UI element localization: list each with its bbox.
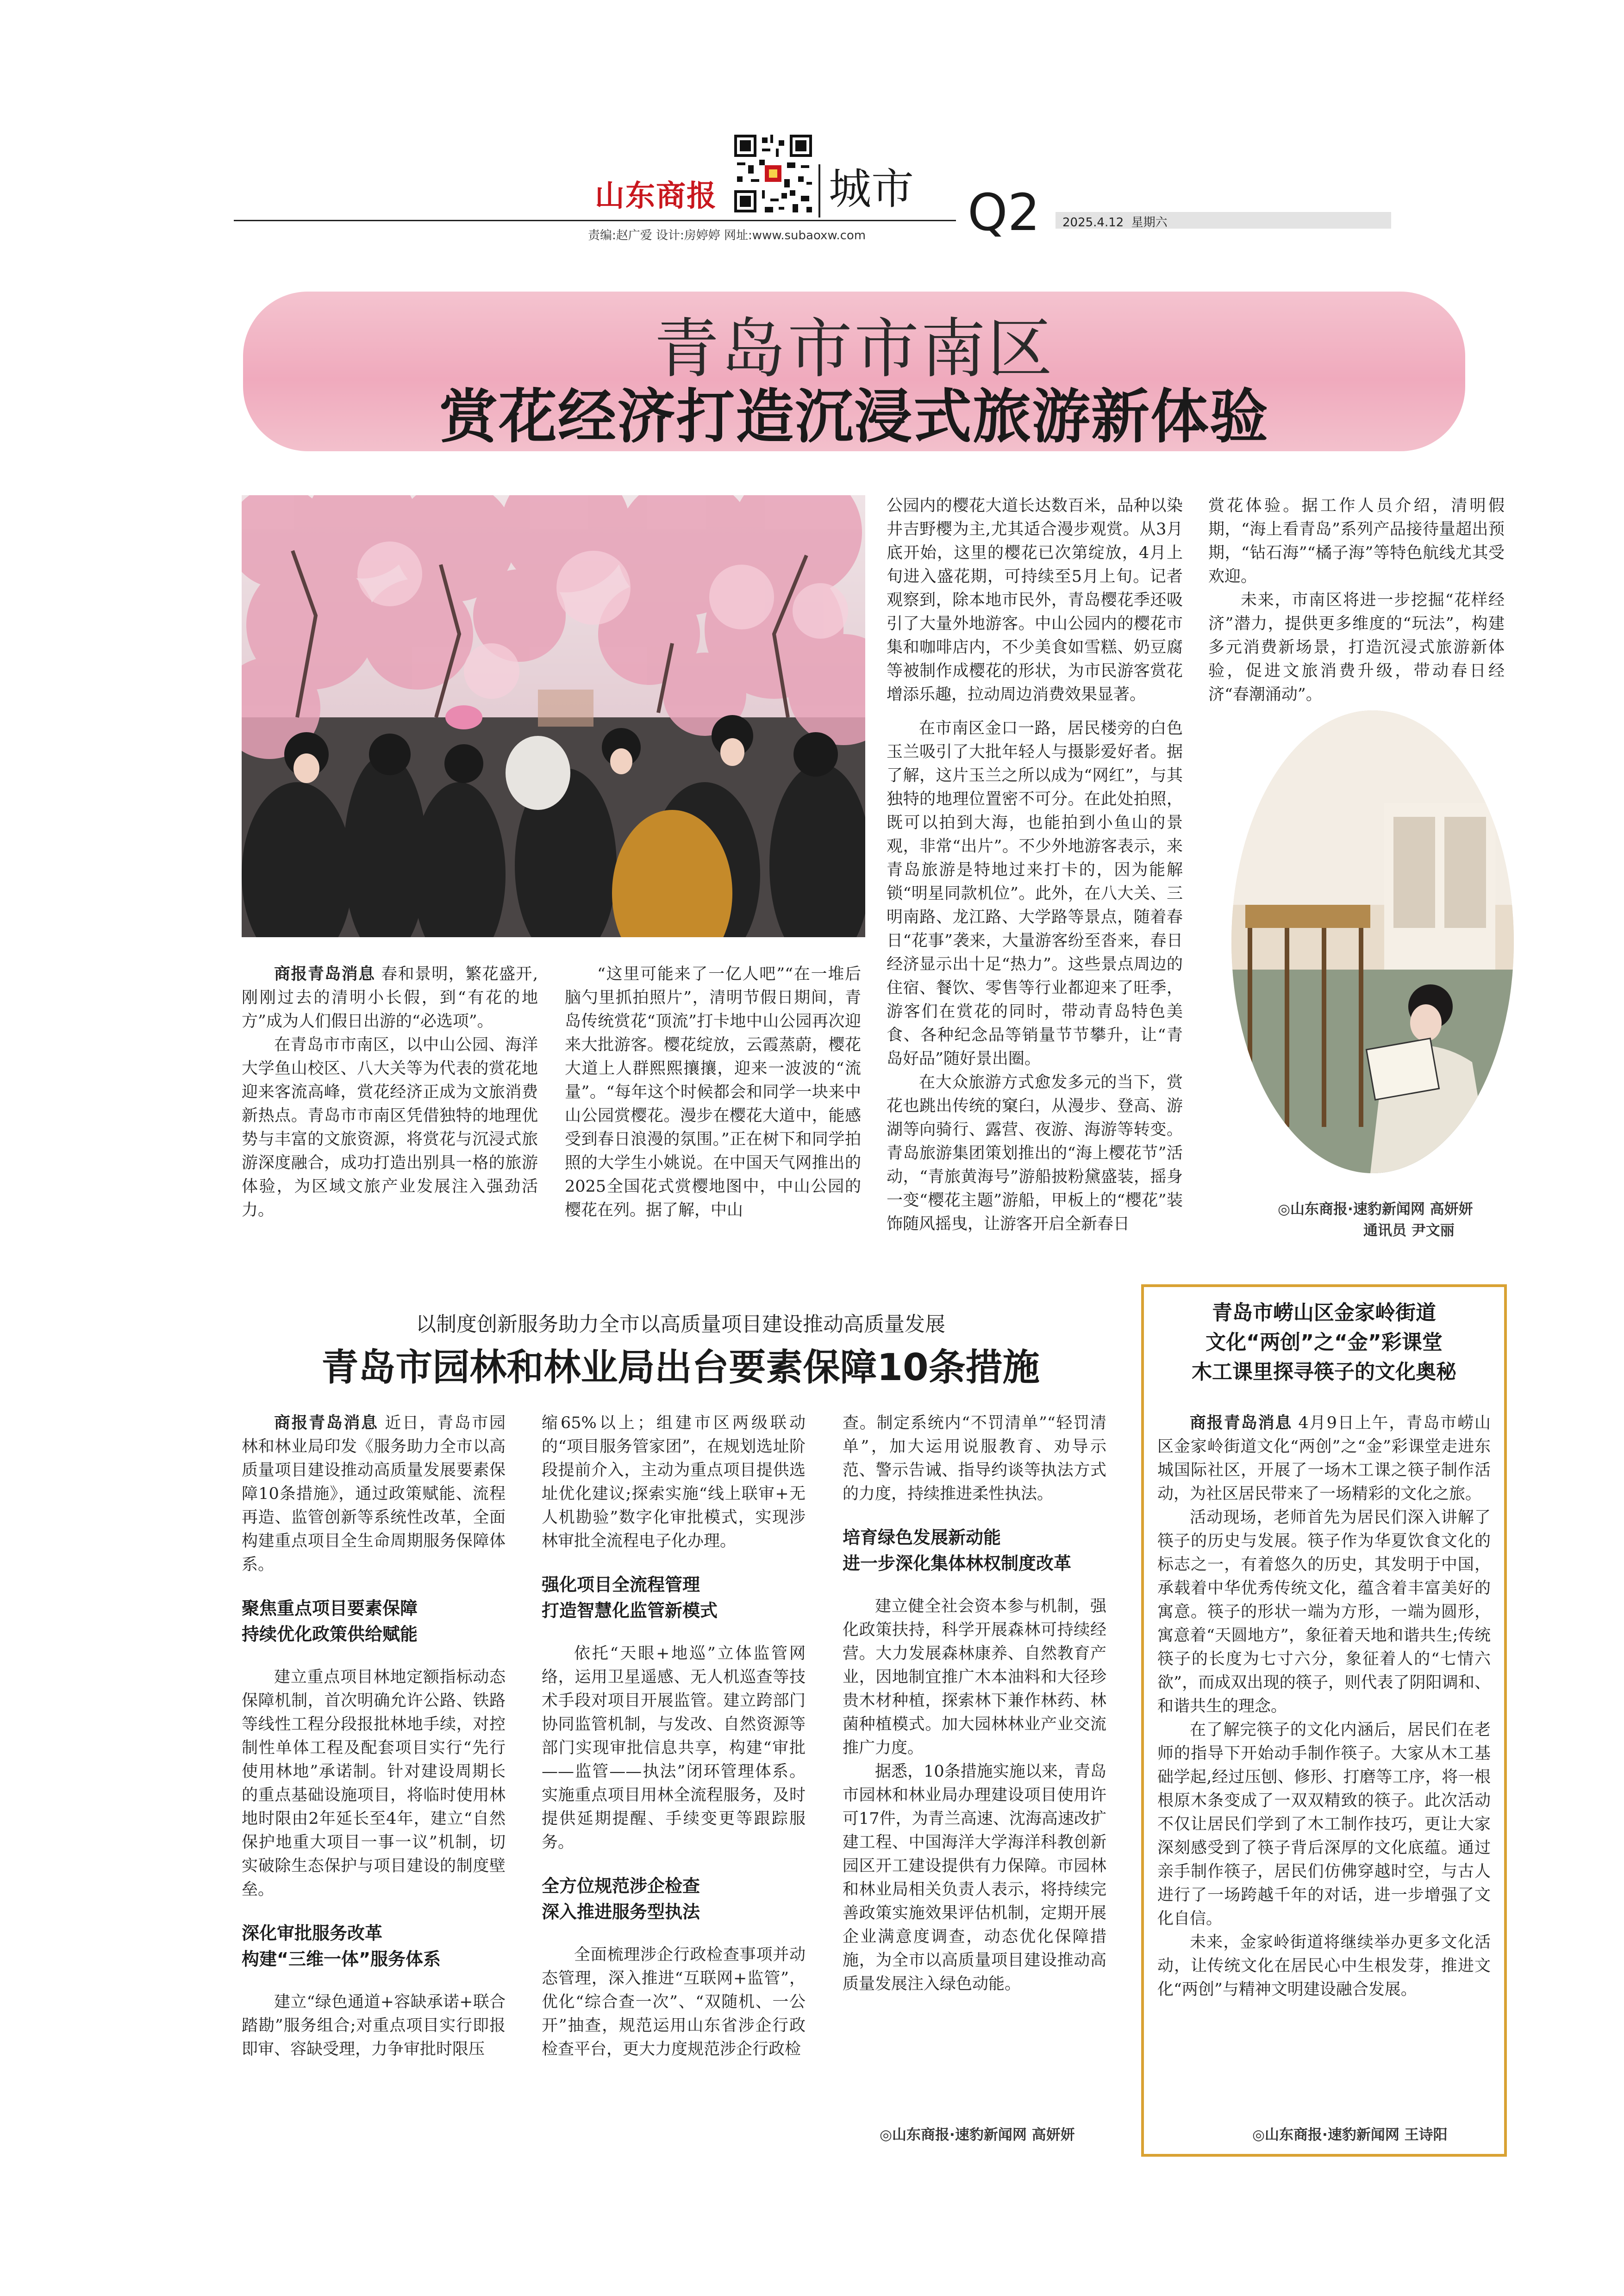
lead-headline-line1: 青岛市市南区 xyxy=(654,311,1054,387)
story-para: 建立重点项目林地定额指标动态保障机制，首次明确允许公路、铁路等线性工程分段报批林地手续，对控制性单体工程及配套项目实行“先行使用林地”承诺制。针对建设周期长的重点基础设施项目，将临时使用林地时限由2年延长至4年，建立“自然保护地重大项目一事一议”机制，切实破除生态保护与项目建设的制度壁垒。 xyxy=(242,1668,506,1899)
sidebar-para: 未来，金家岭街道将继续举办更多文化活动，让传统文化在居民心中生根发芽，推进文化“两创”与精神文明建设融合发展。 xyxy=(1157,1933,1491,1999)
story-para xyxy=(242,1412,506,1577)
heading-line: 打造智慧化监管新模式 xyxy=(542,1600,718,1621)
dateline: 商报青岛消息 xyxy=(1190,1414,1293,1432)
masthead-rule xyxy=(234,220,956,221)
heading-line: 全方位规范涉企检查 xyxy=(542,1876,700,1896)
heading-line: 深化审批服务改革 xyxy=(242,1923,383,1943)
second-story-col2 xyxy=(542,1412,806,2061)
issue-date xyxy=(1062,213,1168,230)
lead-story-para: 赏花体验。据工作人员介绍，清明假期，“海上看青岛”系列产品接待量超出预期，“钻石海”“橘子海”等特色航线尤其受欢迎。 xyxy=(1208,497,1505,586)
second-story-title: 青岛市园林和林业局出台要素保障10条措施 xyxy=(321,1346,1040,1389)
story-para: 查。制定系统内“不罚清单”“轻罚清单”，加大运用说服教育、劝导示范、警示告诫、指导约谈等执法方式的力度，持续推进柔性执法。 xyxy=(843,1414,1106,1503)
section-heading xyxy=(843,1524,1106,1576)
section-heading xyxy=(242,1595,506,1647)
story-para: 全面梳理涉企行政检查事项并动态管理，深入推进“互联网+监管”，优化“综合查一次”、“双随机、一公开”抽查，规范运用山东省涉企行政检查平台，更大力度规范涉企行政检 xyxy=(542,1946,806,2059)
heading-line: 聚焦重点项目要素保障 xyxy=(242,1598,418,1618)
date-text: 2025.4.12 xyxy=(1062,216,1124,230)
woman-reading-photo xyxy=(1231,710,1514,1173)
lead-story-col3 xyxy=(887,494,1183,1236)
sidebar-credit: ◎山东商报·速豹新闻网 王诗阳 xyxy=(1252,2127,1448,2143)
sidebar-title xyxy=(1146,1298,1502,1387)
lead-story-col1 xyxy=(242,963,538,1222)
lead-story-para xyxy=(242,963,538,1033)
second-story-kicker: 以制度创新服务助力全市以高质量项目建设推动高质量发展 xyxy=(416,1313,945,1336)
sidebar-para: 在了解完筷子的文化内涵后，居民们在老师的指导下开始动手制作筷子。大家从木工基础学起,经过压刨、修形、打磨等工序，将一根根原木条变成了一双双精致的筷子。此次活动不仅让居民们学到了木工制作技巧，更让大家深刻感受到了筷子背后深厚的文化底蕴。通过亲手制作筷子，居民们仿佛穿越时空，与古人进行了一场跨越千年的对话，进一步增强了文化自信。 xyxy=(1157,1721,1491,1928)
para-text: 4月9日上午，青岛市崂山区金家岭街道文化“两创”之“金”彩课堂走进东城国际社区，开展了一场木工课之筷子制作活动，为社区居民带来了一场精彩的文化之旅。 xyxy=(1157,1414,1491,1503)
credit-line: 通讯员 尹文丽 xyxy=(1363,1222,1455,1239)
story-para: 建立健全社会资本参与机制，强化政策扶持，科学开展森林可持续经营。大力发展森林康养、自然教育产业，因地制宜推广木本油料和大径珍贵木材种植，探索林下兼作林药、林菌种植模式。加大园林林业产业交流推广力度。 xyxy=(843,1597,1106,1757)
section-heading xyxy=(542,1572,806,1624)
story-para: 据悉，10条措施实施以来，青岛市园林和林业局办理建设项目使用许可17件，为青兰高速、沈海高速改扩建工程、中国海洋大学海洋科教创新园区开工建设提供有力保障。市园林和林业局相关负责人表示，将持续完善政策实施效果评估机制，定期开展企业满意度调查，动态优化保障措施，为全市以高质量项目建设推动高质量发展注入绿色动能。 xyxy=(843,1762,1106,1993)
lead-story-col4 xyxy=(1208,494,1505,707)
heading-line: 持续优化政策供给赋能 xyxy=(242,1624,418,1644)
second-story-col3 xyxy=(843,1412,1106,1996)
cherry-blossom-crowd-photo xyxy=(242,495,865,937)
story-para: 缩65%以上；组建市区两级联动的“项目服务管家团”，在规划选址阶段提前介入，主动为重点项目提供选址优化建议;探索实施“线上联审+无人机勘验”数字化审批模式，实现涉林审批全流程电子化办理。 xyxy=(542,1414,806,1550)
dateline: 商报青岛消息 xyxy=(274,965,375,983)
lead-story-para: 公园内的樱花大道长达数百米，品种以染井吉野樱为主,尤其适合漫步观赏。从3月底开始，这里的樱花已次第绽放，4月上旬进入盛花期，可持续至5月上旬。记者观察到，除本地市民外，青岛樱花季还吸引了大量外地游客。中山公园内的樱花市集和咖啡店内，不少美食如雪糕、奶豆腐等被制作成樱花的形状，为市民游客赏花增添乐趣，拉动周边消费效果显著。 xyxy=(887,497,1183,704)
second-story-credit: ◎山东商报·速豹新闻网 高妍妍 xyxy=(880,2127,1075,2143)
sidebar-title-line: 青岛市崂山区金家岭街道 xyxy=(1212,1301,1436,1325)
heading-line: 培育绿色发展新动能 xyxy=(843,1527,1001,1548)
lead-story-credit xyxy=(1278,1199,1518,1241)
lead-story-para: 在市南区金口一路，居民楼旁的白色玉兰吸引了大批年轻人与摄影爱好者。据了解，这片玉兰之所以成为“网红”，与其独特的地理位置密不可分。在此处拍照，既可以拍到大海，也能拍到小鱼山的景观，非常“出片”。不少外地游客表示，来青岛旅游是特地过来打卡的，因为能解锁“明星同款机位”。此外，在八大关、三明南路、龙江路、大学路等景点，随着春日“花事”袭来，大量游客纷至沓来，春日经济显示出十足“热力”。这些景点周边的住宿、餐饮、零售等行业都迎来了旺季，游客们在赏花的同时，带动青岛特色美食、各种纪念品等销量节节攀升，让“青岛好品”随好景出圈。 xyxy=(887,719,1183,1068)
para-text: 春和景明，繁花盛开,刚刚过去的清明小长假，到“有花的地方”成为人们假日出游的“必选项”。 xyxy=(242,965,538,1031)
lead-story-col2 xyxy=(565,963,861,1222)
masthead-brand: 山东商报 xyxy=(595,179,717,213)
masthead-staff: 责编:赵广爱 设计:房婷婷 网址:www.subaoxw.com xyxy=(588,229,866,243)
section-heading xyxy=(242,1920,506,1972)
sidebar-title-line: 文化“两创”之“金”彩课堂 xyxy=(1206,1331,1443,1354)
para-text: 近日，青岛市园林和林业局印发《服务助力全市以高质量项目建设推动高质量发展要素保障10条措施》，通过政策赋能、流程再造、监管创新等系统性改革，全面构建重点项目全生命周期服务保障体系。 xyxy=(242,1414,506,1574)
sidebar-body xyxy=(1157,1412,1491,2002)
lead-story-para: 未来，市南区将进一步挖掘“花样经济”潜力，提供更多维度的“玩法”，构建多元消费新场景，打造沉浸式旅游新体验，促进文旅消费升级，带动春日经济“春潮涌动”。 xyxy=(1208,591,1505,704)
heading-line: 进一步深化集体林权制度改革 xyxy=(843,1553,1072,1574)
masthead-divider xyxy=(818,164,820,218)
sidebar-para: 活动现场，老师首先为居民们深入讲解了筷子的历史与发展。筷子作为华夏饮食文化的标志之一，有着悠久的历史，其发明于中国，承载着中华优秀传统文化，蕴含着丰富美好的寓意。筷子的形状一端为方形，一端为圆形，寓意着“天圆地方”，象征着天地和谐共生;传统筷子的长度为七寸六分，象征着人的“七情六欲”，而成双出现的筷子，则代表了阴阳调和、和谐共生的理念。 xyxy=(1157,1508,1491,1716)
lead-story-para: “这里可能来了一亿人吧”“在一堆后脑勺里抓拍照片”，清明节假日期间，青岛传统赏花“顶流”打卡地中山公园再次迎来大批游客。樱花绽放，云霞蒸蔚，樱花大道上人群熙熙攘攘，迎来一波波的“流量”。“每年这个时候都会和同学一块来中山公园赏樱花。漫步在樱花大道中，能感受到春日浪漫的氛围。”正在树下和同学拍照的大学生小姚说。在中国天气网推出的2025全国花式赏樱地图中，中山公园的樱花在列。据了解，中山 xyxy=(565,965,861,1220)
masthead-section: 城市 xyxy=(829,164,914,214)
section-heading xyxy=(542,1873,806,1925)
story-para: 建立“绿色通道+容缺承诺+联合踏勘”服务组合;对重点项目实行即报即审、容缺受理，力争审批时限压 xyxy=(242,1993,506,2059)
credit-line: ◎山东商报·速豹新闻网 高妍妍 xyxy=(1278,1201,1473,1218)
lead-headline-line2: 赏花经济打造沉浸式旅游新体验 xyxy=(439,383,1269,451)
sidebar-para xyxy=(1157,1412,1491,1506)
qr-code-icon xyxy=(731,132,815,215)
sidebar-title-line: 木工课里探寻筷子的文化奥秘 xyxy=(1192,1360,1456,1384)
weekday-text: 星期六 xyxy=(1131,216,1168,230)
heading-line: 构建“三维一体”服务体系 xyxy=(242,1949,441,1969)
story-para: 依托“天眼+地巡”立体监管网络，运用卫星遥感、无人机巡查等技术手段对项目开展监管。建立跨部门协同监管机制，与发改、自然资源等部门实现审批信息共享，构建“审批——监管——执法”闭环管理体系。实施重点项目用林全流程服务，及时提供延期提醒、手续变更等跟踪服务。 xyxy=(542,1644,806,1852)
lead-story-para: 在青岛市市南区，以中山公园、海洋大学鱼山校区、八大关等为代表的赏花地迎来客流高峰，赏花经济正成为文旅消费新热点。青岛市市南区凭借独特的地理优势与丰富的文旅资源，将赏花与沉浸式旅游深度融合，成功打造出别具一格的旅游体验，为区域文旅产业发展注入强劲活力。 xyxy=(242,1036,538,1220)
dateline: 商报青岛消息 xyxy=(274,1414,379,1432)
heading-line: 深入推进服务型执法 xyxy=(542,1902,700,1922)
lead-story-para: 在大众旅游方式愈发多元的当下，赏花也跳出传统的窠臼，从漫步、登高、游湖等向骑行、露营、夜游、海游等转变。青岛旅游集团策划推出的“海上樱花节”活动，“青旅黄海号”游船披粉黛盛装，摇身一变“樱花主题”游船，甲板上的“樱花”装饰随风摇曳，让游客开启全新春日 xyxy=(887,1073,1183,1233)
page-number: Q2 xyxy=(968,183,1040,242)
second-story-col1 xyxy=(242,1412,506,2061)
heading-line: 强化项目全流程管理 xyxy=(542,1574,700,1595)
